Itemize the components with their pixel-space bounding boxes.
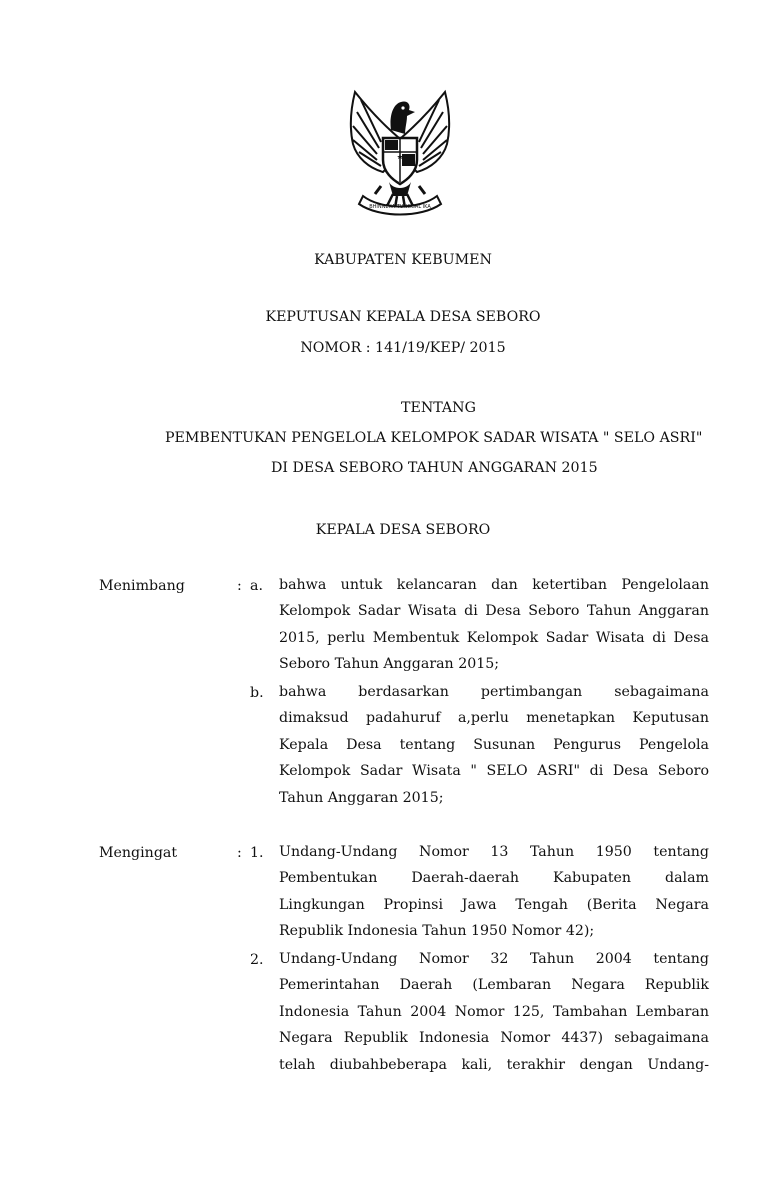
mengingat-marker-1: 1. [250,845,264,861]
subject-line-1: PEMBENTUKAN PENGELOLA KELOMPOK SADAR WISATA " SELO ASRI" [165,430,703,446]
regency-title: KABUPATEN KEBUMEN [314,252,492,268]
issuer-title: KEPALA DESA SEBORO [315,522,491,538]
about-label: TENTANG [401,400,476,416]
text-line: Lingkungan Propinsi Jawa Tengah (Berita Negara [279,896,709,913]
text-line: Kepala Desa tentang Susunan Pengurus Pengelola [279,736,709,753]
mengingat-item-1 [279,839,709,945]
menimbang-separator: : [237,578,242,594]
text-line: Tahun Anggaran 2015; [279,789,444,806]
text-line: Undang-Undang Nomor 13 Tahun 1950 tentang [279,844,709,860]
text-line: Pembentukan Daerah-daerah Kabupaten dalam [279,870,709,887]
mengingat-label: Mengingat [99,845,178,861]
text-line: Kelompok Sadar Wisata di Desa Seboro Tahun Anggaran [279,603,709,620]
menimbang-marker-b: b. [250,685,264,701]
garuda-emblem-icon [341,86,459,218]
text-line: bahwa berdasarkan pertimbangan sebagaimana [279,684,709,700]
menimbang-item-b [279,679,709,811]
text-line: telah diubahbeberapa kali, terakhir dengan Undang- [279,1056,709,1073]
text-line: Republik Indonesia Tahun 1950 Nomor 42); [279,923,595,940]
mengingat-item-2 [279,946,709,1078]
text-line: Pemerintahan Daerah (Lembaran Negara Republik [279,977,709,994]
menimbang-marker-a: a. [250,578,263,594]
text-line: bahwa untuk kelancaran dan ketertiban Pengelolaan [279,577,709,593]
menimbang-label: Menimbang [99,578,185,594]
text-line: 2015, perlu Membentuk Kelompok Sadar Wisata di Desa [279,629,709,646]
mengingat-marker-2: 2. [250,952,264,968]
subject-line-2: DI DESA SEBORO TAHUN ANGGARAN 2015 [271,460,598,476]
menimbang-item-a [279,572,709,678]
text-line: Indonesia Tahun 2004 Nomor 125, Tambahan Lembaran [279,1003,709,1020]
text-line: Negara Republik Indonesia Nomor 4437) sebagaimana [279,1030,709,1047]
text-line: dimaksud padahuruf a,perlu menetapkan Keputusan [279,710,709,727]
text-line: Seboro Tahun Anggaran 2015; [279,656,500,673]
decree-number: NOMOR : 141/19/KEP/ 2015 [300,340,506,356]
decree-title: KEPUTUSAN KEPALA DESA SEBORO [265,309,541,325]
mengingat-separator: : [237,845,242,861]
text-line: Undang-Undang Nomor 32 Tahun 2004 tentang [279,951,709,967]
text-line: Kelompok Sadar Wisata " SELO ASRI" di Desa Seboro [279,763,709,780]
svg-text:BHINNEKA TUNGGAL IKA: BHINNEKA TUNGGAL IKA [369,204,431,210]
